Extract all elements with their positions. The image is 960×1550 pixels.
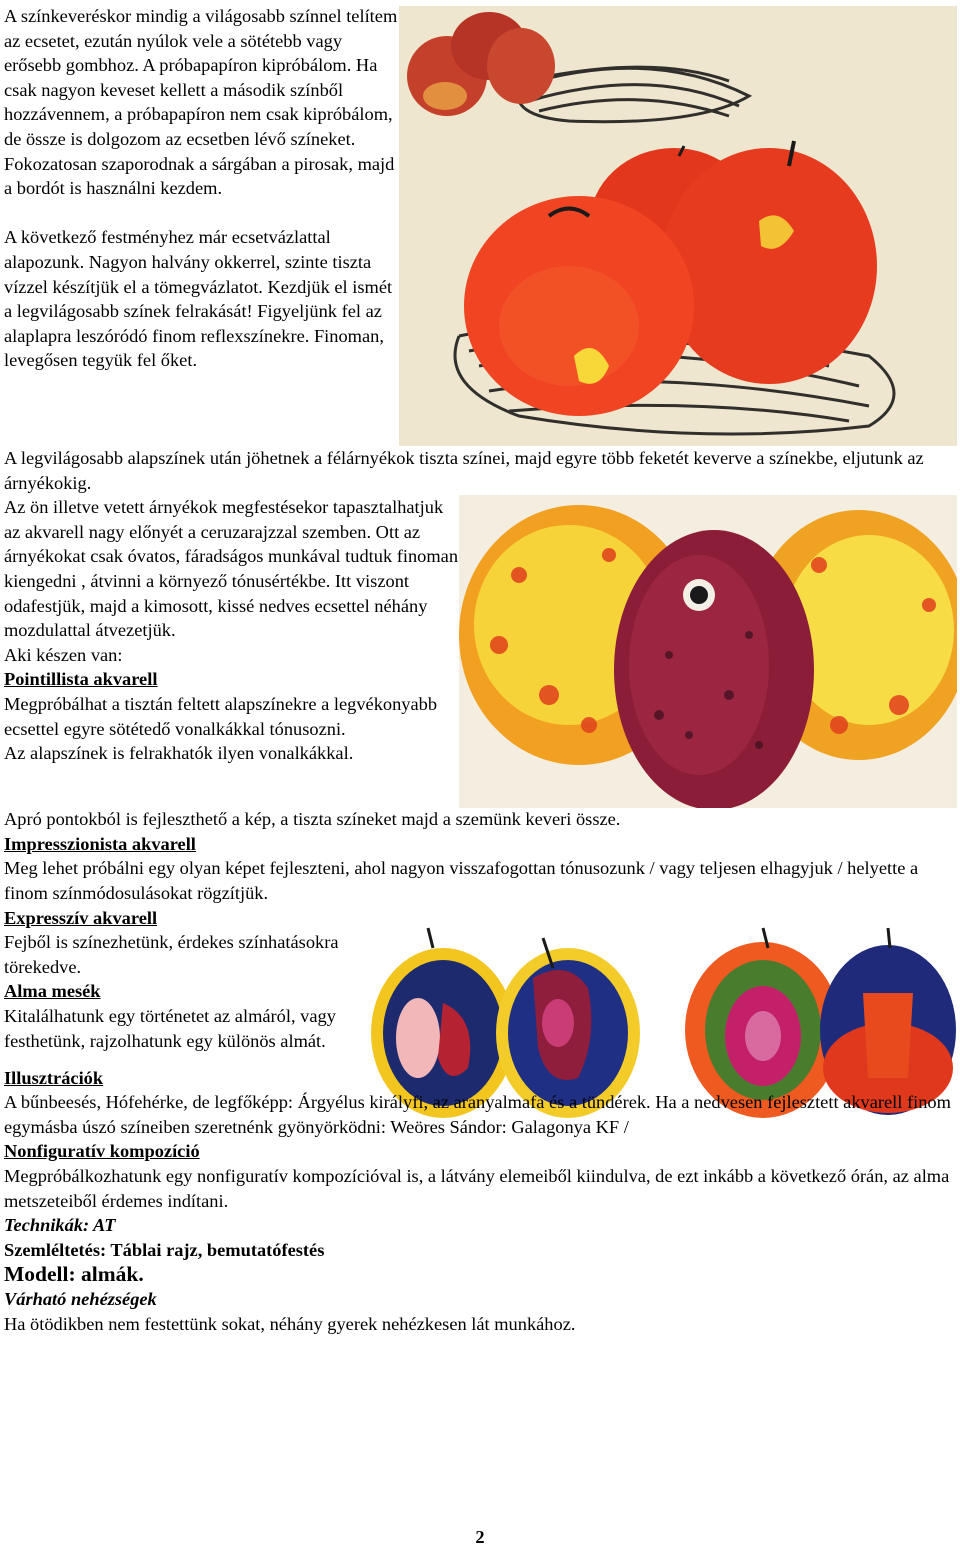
heading-expressziv: Expresszív akvarell	[4, 907, 158, 928]
heading-impresszionista: Impresszionista akvarell	[4, 833, 196, 854]
paragraph-alma-mesek: Kitalálhatunk egy történetet az almáról, vagy festhetünk, rajzolhatunk egy különös almát.	[4, 1005, 336, 1051]
paragraph-impresszionista: Meg lehet próbálni egy olyan képet fejleszteni, ahol nagyon visszafogottan tónusozunk / vagy teljesen elhagyjuk / helyette a finom színmódosulásokat rögzítjük.	[4, 858, 919, 903]
paragraph-pointillista: Megpróbálhat a tisztán feltett alapszínekre a legvékonyabb ecsettel egyre sötétedő vonalkákkal tónusozni.	[4, 693, 438, 739]
paragraph-base-colors: Az alapszínek is felrakhatók ilyen vonalkákkal.	[4, 743, 354, 764]
paragraph-color-mixing: A színkeveréskor mindig a világosabb színnel telítem az ecsetet, ezután nyúlok vele a sötétebb vagy erősebb gombhoz. A próbapapíron kipróbálom. Ha csak nagyon keveset kellett a második színből hozzávennem, a próbapapíron nem csak kipróbálom, de össze is dolgozom az ecsetben lévő színeket. Fokozatosan szaporodnak a sárgában a pirosak, majd a bordót is használni kezdem.	[4, 6, 398, 199]
paragraph-illusztraciok: A bűnbeesés, Hófehérke, de legfőképp: Árgyélus királyfi, az aranyalmafa és a tündérek. Ha a nedvesen fejlesztett akvarell finom egymásba úszó színeiben szeretnénk gyönyörködni: Weöres Sándor: Galagonya KF /	[4, 1092, 951, 1137]
paragraph-expressziv: Fejből is színezhetünk, érdekes színhatásokra törekedve.	[4, 932, 339, 977]
heading-alma-mesek: Alma mesék	[4, 981, 101, 1002]
paragraph-lightest-colors: A legvilágosabb alapszínek után jöhetnek a félárnyékok tiszta színei, majd egyre több feketét keverve a színekbe, eljutunk az árnyékokig.	[4, 448, 924, 493]
document-page	[4, 4, 956, 1336]
heading-nonfigurativ: Nonfiguratív kompozíció	[4, 1141, 200, 1162]
heading-pointillista: Pointillista akvarell	[4, 669, 158, 690]
heading-illusztraciok: Illusztrációk	[4, 1067, 104, 1088]
page-number: 2	[475, 1527, 485, 1547]
paragraph-finished: Aki készen van:	[4, 644, 123, 665]
paragraph-shadows: Az ön illetve vetett árnyékok megfestésekor tapasztalhatjuk az akvarell nagy előnyét a ceruzarajzzal szemben. Ott az árnyékokat csak óvatos, fáradságos munkával tudtuk finoman kiengedni , átvinni a környező tónusértékbe. Itt viszont odafestjük, majd a kimosott, kissé nedves ecsettel néhány mozdulattal átvezetjük.	[4, 497, 459, 641]
paragraph-nonfigurativ: Megpróbálkozhatunk egy nonfiguratív kompozícióval is, a látvány elemeiből kiindulva, de ezt inkább a következő órán, az alma metszeteiből érdemes indítani.	[4, 1165, 950, 1211]
label-modell: Modell: almák.	[4, 1262, 144, 1287]
paragraph-nehezsegek: Ha ötödikben nem festettünk sokat, néhány gyerek nehézkesen lát munkához.	[4, 1313, 576, 1334]
label-technikak: Technikák: AT	[4, 1215, 116, 1236]
label-varhato-nehezsegek: Várható nehézségek	[4, 1288, 157, 1309]
paragraph-dots: Apró pontokból is fejleszthető a kép, a tiszta színeket majd a szemünk keveri össze.	[4, 809, 621, 830]
paragraph-brush-sketch: A következő festményhez már ecsetvázlattal alapozunk. Nagyon halvány okkerrel, szinte tiszta vízzel készítjük el a tömegvázlatot. Kezdjük el ismét a legvilágosabb színek felrakását! Figyeljünk fel az alaplapra leszóródó finom reflexszínekre. Finoman, levegősen tegyük fel őket.	[4, 227, 393, 371]
label-szemleltetes: Szemléltetés: Táblai rajz, bemutatófestés	[4, 1239, 325, 1260]
